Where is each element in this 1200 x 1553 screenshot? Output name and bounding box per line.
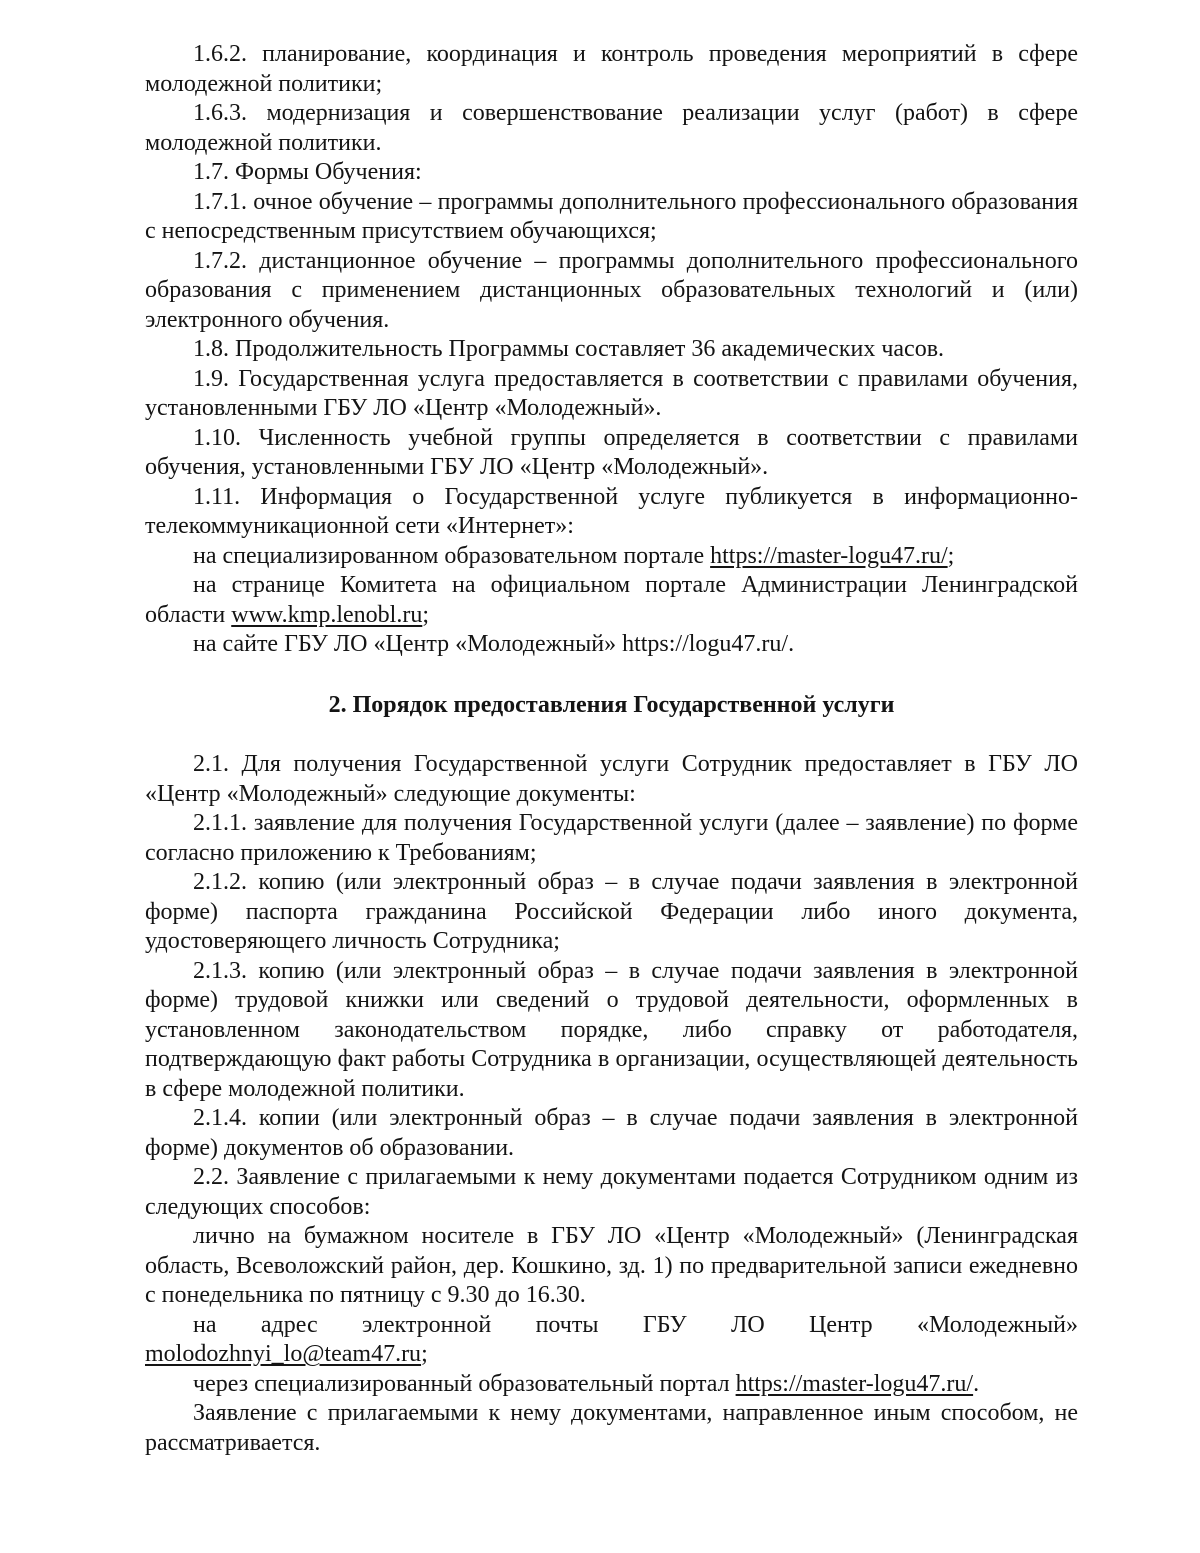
- portal-link-2[interactable]: https://master-logu47.ru/: [735, 1370, 974, 1397]
- paragraph-1-8: 1.8. Продолжительность Программы составляет 36 академических часов.: [193, 336, 945, 362]
- portal-line: [145, 542, 1078, 572]
- email-line: [145, 1311, 1078, 1370]
- paragraph-1-7-1: 1.7.1. очное обучение – программы дополнительного профессионального образования с непосредственным присутствием обучающихся;: [145, 188, 1078, 244]
- section-title: 2. Порядок предоставления Государственной услуги: [328, 691, 895, 718]
- paragraph-1-9: 1.9. Государственная услуга предоставляется в соответствии с правилами обучения, установленными ГБУ ЛО «Центр «Молодежный».: [145, 365, 1078, 421]
- paragraph-2-2: 2.2. Заявление с прилагаемыми к нему документами подается Сотрудником одним из следующих способов:: [145, 1164, 1078, 1220]
- paragraph-2-1-3: 2.1.3. копию (или электронный образ – в случае подачи заявления в электронной форме) трудовой книжки или сведений о трудовой деятельности, оформленных в установленном законодательством порядке, либо справку от работодателя, подтверждающую факт работы Сотрудника в организации, осуществляющей деятельность в сфере молодежной политики.: [145, 957, 1078, 1102]
- closing-paragraph: Заявление с прилагаемыми к нему документами, направленное иным способом, не рассматривается.: [145, 1400, 1078, 1456]
- paragraph-2-1: 2.1. Для получения Государственной услуги Сотрудник предоставляет в ГБУ ЛО «Центр «Молодежный» следующие документы:: [145, 751, 1078, 807]
- in-person-line: лично на бумажном носителе в ГБУ ЛО «Центр «Молодежный» (Ленинградская область, Всеволожский район, дер. Кошкино, зд. 1) по предварительной записи ежедневно с понедельника по пятницу с 9.30 до 16.30.: [145, 1223, 1078, 1308]
- committee-line-prefix: на странице Комитета на официальном портале Администрации Ленинградской области: [145, 572, 1078, 628]
- paragraph-1-6-2: 1.6.2. планирование, координация и контроль проведения мероприятий в сфере молодежной политики;: [145, 41, 1078, 97]
- document-page: [145, 40, 1078, 1458]
- email-line-suffix: ;: [421, 1341, 428, 1367]
- portal-line-prefix: на специализированном образовательном портале: [193, 542, 711, 569]
- paragraph-1-7: 1.7. Формы Обучения:: [193, 159, 422, 185]
- paragraph-1-10: 1.10. Численность учебной группы определяется в соответствии с правилами обучения, установленными ГБУ ЛО «Центр «Молодежный».: [145, 424, 1078, 480]
- portal-link[interactable]: https://master-logu47.ru/: [710, 542, 948, 569]
- committee-line-suffix: ;: [422, 601, 429, 628]
- email-line-prefix: на адрес электронной почты ГБУ ЛО Центр «Молодежный»: [193, 1311, 1078, 1338]
- email-link[interactable]: molodozhnyi_lo@team47.ru: [145, 1341, 422, 1367]
- paragraph-1-6-3: 1.6.3. модернизация и совершенствование реализации услуг (работ) в сфере молодежной политики.: [145, 100, 1078, 156]
- paragraph-2-1-1: 2.1.1. заявление для получения Государственной услуги (далее – заявление) по форме согласно приложению к Требованиям;: [145, 810, 1078, 866]
- portal-line-suffix: ;: [947, 542, 955, 569]
- committee-line: [145, 571, 1078, 630]
- committee-link[interactable]: www.kmp.lenobl.ru: [231, 601, 423, 628]
- paragraph-1-7-2: 1.7.2. дистанционное обучение – программы дополнительного профессионального образования с применением дистанционных образовательных технологий и (или) электронного обучения.: [145, 247, 1078, 333]
- portal-line-2-prefix: через специализированный образовательный портал: [193, 1370, 736, 1397]
- portal-line-2: [145, 1370, 1078, 1400]
- paragraph-2-1-4: 2.1.4. копии (или электронный образ – в случае подачи заявления в электронной форме) документов об образовании.: [145, 1105, 1078, 1161]
- paragraph-2-1-2: 2.1.2. копию (или электронный образ – в случае подачи заявления в электронной форме) паспорта гражданина Российской Федерации либо иного документа, удостоверяющего личность Сотрудника;: [145, 869, 1078, 954]
- paragraph-1-11: 1.11. Информация о Государственной услуге публикуется в информационно-телекоммуникационной сети «Интернет»:: [145, 483, 1078, 539]
- portal-line-2-suffix: .: [973, 1370, 980, 1397]
- site-line: на сайте ГБУ ЛО «Центр «Молодежный» https://logu47.ru/.: [193, 631, 795, 657]
